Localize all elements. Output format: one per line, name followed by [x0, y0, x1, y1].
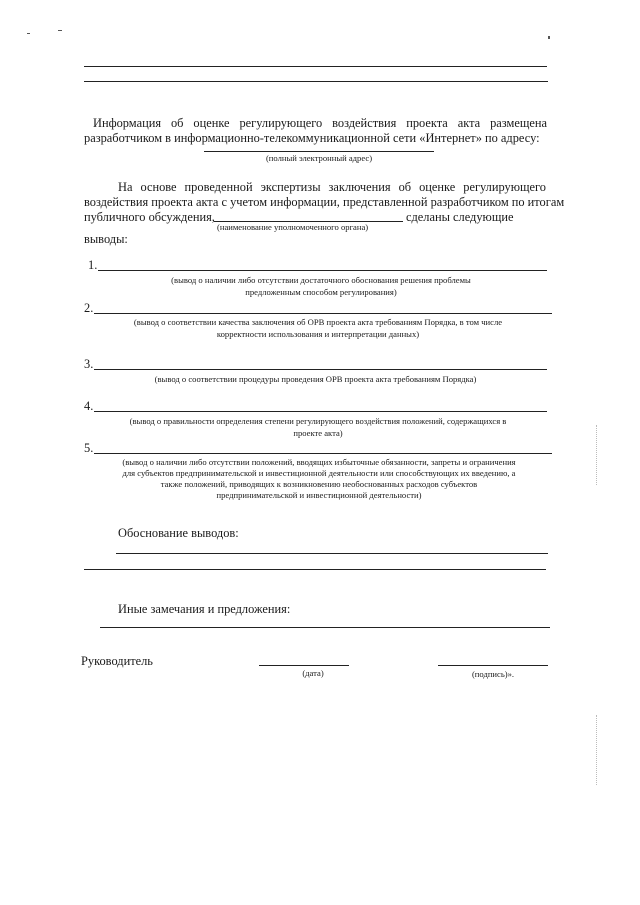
top-line-2: [84, 81, 548, 82]
address-line: [204, 151, 434, 152]
conclusion-caption-line: (вывод о наличии либо отсутствии достаточного обоснования решения проблемы: [171, 275, 471, 285]
date-line: [259, 665, 349, 666]
signature-line: [438, 665, 548, 666]
justification-label: Обоснование выводов:: [118, 526, 239, 540]
justification-line-1: [116, 553, 548, 554]
scan-dots: [596, 715, 598, 785]
conclusion-caption-line: (вывод о соответствии процедуры проведения ОРВ проекта акта требованиям Порядка): [154, 374, 477, 384]
head-label: Руководитель: [81, 654, 153, 668]
conclusion-number: 3.: [84, 357, 94, 371]
info-paragraph-line-2: разработчиком в информационно-телекоммуникационной сети «Интернет» по адресу:: [84, 131, 540, 145]
address-caption: (полный электронный адрес): [265, 153, 373, 163]
conclusion-caption-line: (вывод о правильности определения степени регулирующего воздействия положений, содержащихся в: [129, 416, 507, 426]
conclusion-number: 5.: [84, 441, 94, 455]
remarks-line: [100, 627, 550, 628]
conclusion-number: 4.: [84, 399, 94, 413]
authority-caption: (наименование уполномоченного органа): [217, 222, 369, 232]
conclusions-label: выводы:: [84, 232, 128, 246]
conclusion-caption-line: (вывод о соответствии качества заключения об ОРВ проекта акта требованиям Порядка, в том числе: [133, 317, 503, 327]
conclusion-line: [94, 453, 552, 454]
conclusion-number: 2.: [84, 301, 94, 315]
scan-speck: [548, 36, 550, 39]
conclusion-caption-line: для субъектов предпринимательской и инвестиционной деятельности или способствующих их введению, а: [122, 468, 516, 478]
info-paragraph-line-1: Информация об оценке регулирующего воздействия проекта акта размещена: [93, 116, 547, 130]
scan-speck: [58, 30, 62, 31]
conclusion-line: [94, 369, 547, 370]
scan-dots: [596, 425, 598, 485]
top-line-1: [84, 66, 547, 67]
conclusion-caption-line: предпринимательской и инвестиционной деятельности): [216, 490, 422, 500]
conclusion-caption-line: (вывод о наличии либо отсутствии положений, вводящих избыточные обязанности, запреты и ограничения: [122, 457, 516, 467]
conclusion-line: [94, 313, 552, 314]
justification-line-2: [84, 569, 546, 570]
basis-paragraph-line-2: воздействия проекта акта с учетом информации, представленной разработчиком по итогам: [84, 195, 565, 209]
conclusion-caption-line: предложенным способом регулирования): [245, 287, 397, 297]
basis-paragraph-line-3-start: публичного обсуждения,: [84, 210, 215, 224]
conclusion-caption-line: проекте акта): [293, 428, 343, 438]
conclusion-line: [94, 411, 547, 412]
conclusion-number: 1.: [88, 258, 98, 272]
conclusion-caption-line: также положений, приводящих к возникновению необоснованных расходов субъектов: [160, 479, 478, 489]
conclusion-caption-line: корректности использования и интерпретации данных): [216, 329, 420, 339]
basis-paragraph-line-1: На основе проведенной экспертизы заключения об оценке регулирующего: [118, 180, 546, 194]
basis-paragraph-line-3-end: сделаны следующие: [406, 210, 514, 224]
remarks-label: Иные замечания и предложения:: [118, 602, 291, 616]
scan-speck: [27, 33, 30, 34]
conclusion-line: [98, 270, 547, 271]
date-caption: (дата): [302, 668, 324, 678]
signature-caption: (подпись)».: [471, 669, 515, 679]
